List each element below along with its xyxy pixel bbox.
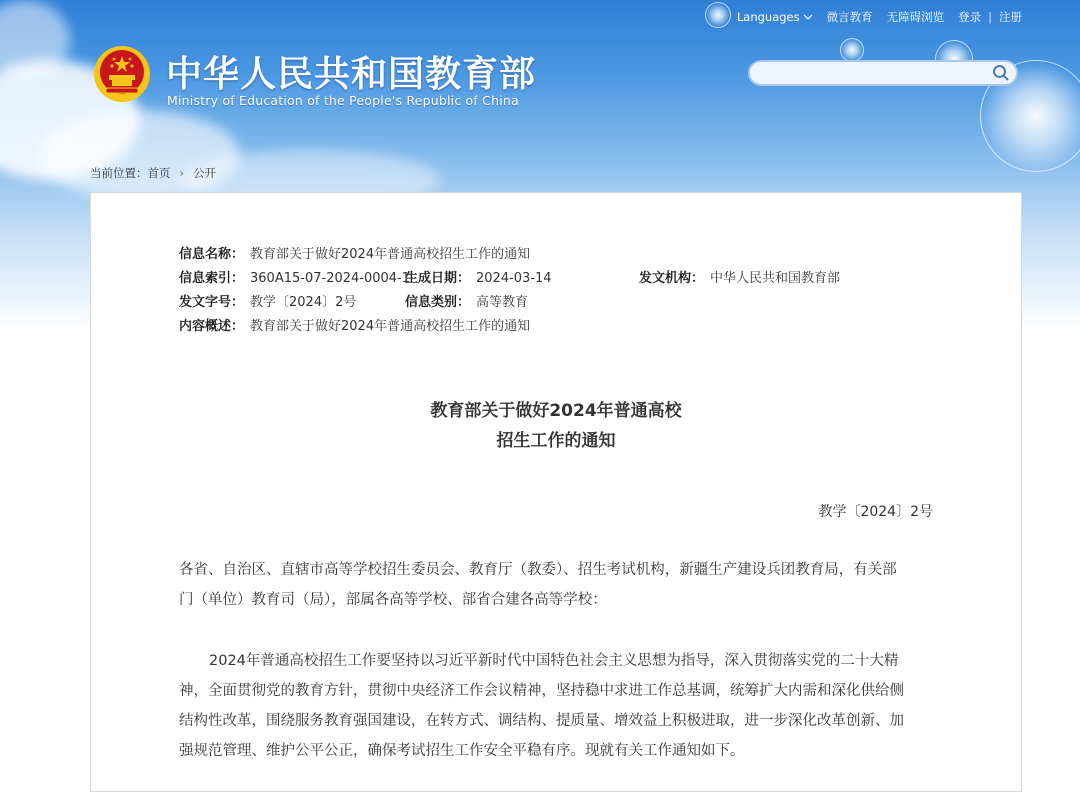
chevron-right-icon: › — [179, 166, 185, 180]
breadcrumb-prefix: 当前位置： — [90, 166, 148, 180]
body-line: 神，全面贯彻党的教育方针，贯彻中央经济工作会议精神，坚持稳中求进工作总基调，统筹扩大内需和深化供给侧 — [179, 683, 904, 699]
meta-name-label: 信息名称： — [179, 247, 245, 262]
meta-name-row — [179, 243, 530, 262]
meta-date-label: 生成日期： — [405, 271, 471, 286]
accessibility-link[interactable]: 无障碍浏览 — [886, 10, 945, 24]
meta-docnum-label: 发文字号： — [179, 295, 245, 310]
meta-index-row — [179, 267, 410, 286]
body-line: 强规范管理、维护公平公正，确保考试招生工作安全平稳有序。现就有关工作通知如下。 — [179, 743, 745, 759]
languages-label: Languages — [736, 10, 800, 24]
meta-index-value: 360A15-07-2024-0004-1 — [250, 271, 411, 286]
weiyan-education-link[interactable]: 微言教育 — [826, 10, 873, 24]
search-icon[interactable] — [992, 64, 1010, 82]
meta-date-row — [405, 267, 552, 286]
meta-org-row — [639, 267, 840, 286]
body-paragraph — [179, 646, 935, 766]
recipients-line: 门（单位）教育司（局），部属各高等学校、部省合建各高等学校： — [179, 592, 607, 608]
site-title-chinese[interactable]: 中华人民共和国教育部 — [166, 54, 537, 95]
meta-org-label: 发文机构： — [639, 271, 705, 286]
meta-index-label: 信息索引： — [179, 271, 245, 286]
meta-category-row — [405, 291, 528, 310]
meta-summary-row — [179, 315, 530, 334]
breadcrumb-current[interactable]: 公开 — [193, 166, 217, 180]
document-title-line1: 教育部关于做好2024年普通高校 — [430, 401, 682, 421]
meta-category-value: 高等教育 — [476, 295, 529, 310]
body-line: 结构性改革，围绕服务教育强国建设，在转方式、调结构、提质量、增效益上积极进取，进一步深化改革创新、加 — [179, 713, 904, 729]
top-utility-links — [737, 9, 1022, 25]
meta-category-label: 信息类别： — [405, 295, 471, 310]
meta-docnum-value: 教学〔2024〕2号 — [250, 295, 357, 310]
meta-docnum-row — [179, 291, 356, 310]
meta-org-value: 中华人民共和国教育部 — [710, 271, 841, 286]
body-line: 2024年普通高校招生工作要坚持以习近平新时代中国特色社会主义思想为指导，深入贯彻落实党的二十大精 — [209, 653, 899, 669]
login-link[interactable]: 登录 — [958, 10, 982, 24]
search-box[interactable] — [748, 60, 1018, 86]
breadcrumb — [90, 165, 216, 181]
meta-name-value: 教育部关于做好2024年普通高校招生工作的通知 — [250, 247, 531, 262]
site-title-english: Ministry of Education of the People's Republic of China — [167, 93, 519, 108]
chevron-down-icon — [803, 14, 813, 21]
content-panel — [90, 192, 1022, 792]
search-input[interactable] — [762, 65, 991, 83]
breadcrumb-home[interactable]: 首页 — [147, 166, 171, 180]
meta-summary-label: 内容概述： — [179, 319, 245, 334]
recipients-paragraph — [179, 555, 935, 615]
meta-summary-value: 教育部关于做好2024年普通高校招生工作的通知 — [250, 319, 531, 334]
link-separator: | — [988, 10, 992, 24]
document-number: 教学〔2024〕2号 — [818, 504, 933, 520]
recipients-line: 各省、自治区、直辖市高等学校招生委员会、教育厅（教委）、招生考试机构，新疆生产建设兵团教育局，有关部 — [179, 562, 897, 578]
national-emblem-icon[interactable] — [92, 44, 152, 104]
document-title-line2: 招生工作的通知 — [496, 431, 616, 451]
meta-date-value: 2024-03-14 — [476, 271, 552, 286]
register-link[interactable]: 注册 — [999, 10, 1022, 24]
languages-menu[interactable] — [737, 10, 813, 24]
